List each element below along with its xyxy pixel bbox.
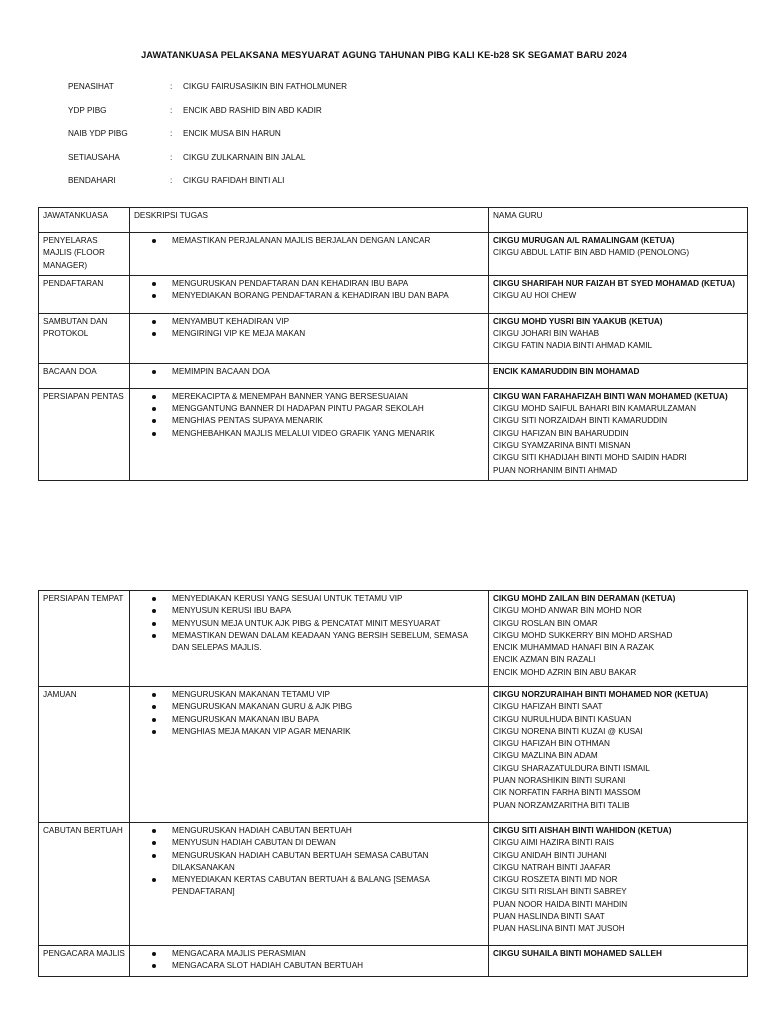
task-item: MENGHIAS PENTAS SUPAYA MENARIK	[152, 415, 484, 427]
teacher-names	[489, 823, 748, 946]
table-row	[39, 823, 748, 946]
task-description	[130, 946, 489, 977]
officer-colon: :	[170, 105, 173, 115]
task-item: MENGURUSKAN MAKANAN TETAMU VIP	[152, 689, 484, 701]
committee-member: CIKGU MAZLINA BIN ADAM	[493, 751, 598, 761]
table-row	[39, 388, 748, 480]
task-description	[130, 313, 489, 363]
task-item: MENYUSUN KERUSI IBU BAPA	[152, 605, 484, 617]
committee-leader: CIKGU SHARIFAH NUR FAIZAH BT SYED MOHAMAD (KETUA)	[493, 278, 735, 288]
task-list	[134, 948, 484, 973]
task-item: MENGHIAS MEJA MAKAN VIP AGAR MENARIK	[152, 726, 484, 738]
document-title: JAWATANKUASA PELAKSANA MESYUARAT AGUNG TAHUNAN PIBG KALI KE-b28 SK SEGAMAT BARU 2024	[141, 50, 627, 60]
committee-member: ENCIK AZMAN BIN RAZALI	[493, 655, 596, 665]
task-list	[134, 825, 484, 899]
committee-member: PUAN NORHANIM BINTI AHMAD	[493, 465, 618, 475]
officer-role: NAIB YDP PIBG	[68, 129, 128, 138]
table-row	[39, 591, 748, 687]
committee-member: CIKGU MOHD SUKKERRY BIN MOHD ARSHAD	[493, 630, 673, 640]
committee-member: CIKGU FATIN NADIA BINTI AHMAD KAMIL	[493, 341, 653, 351]
committee-member: CIKGU ROSLAN BIN OMAR	[493, 618, 598, 628]
task-item: MEREKACIPTA & MENEMPAH BANNER YANG BERSESUAIAN	[152, 391, 484, 403]
committee-member: CIKGU MOHD SAIFUL BAHARI BIN KAMARULZAMAN	[493, 404, 697, 414]
committee-member: CIKGU SITI NORZAIDAH BINTI KAMARUDDIN	[493, 416, 668, 426]
task-item: MENYUSUN MEJA UNTUK AJK PIBG & PENCATAT MINIT MESYUARAT	[152, 618, 484, 630]
task-item: MENGIRINGI VIP KE MEJA MAKAN	[152, 328, 484, 340]
table-row	[39, 363, 748, 388]
task-list	[134, 316, 484, 341]
task-description	[130, 233, 489, 276]
officer-colon: :	[170, 129, 173, 138]
teacher-names	[489, 233, 748, 276]
committee-leader: CIKGU SITI AISHAH BINTI WAHIDON (KETUA)	[493, 826, 672, 835]
task-item: MENYEDIAKAN KERUSI YANG SESUAI UNTUK TETAMU VIP	[152, 593, 484, 605]
committee-name: PERSIAPAN PENTAS	[39, 388, 130, 480]
task-item: MEMASTIKAN PERJALANAN MAJLIS BERJALAN DENGAN LANCAR	[152, 235, 484, 247]
committee-leader: CIKGU NORZURAIHAH BINTI MOHAMED NOR (KETUA)	[493, 690, 709, 699]
task-description	[130, 388, 489, 480]
committee-member: CIKGU SYAMZARINA BINTI MISNAN	[493, 441, 631, 451]
committee-member: ENCIK MOHD AZRIN BIN ABU BAKAR	[493, 667, 637, 677]
committee-name: BACAAN DOA	[39, 363, 130, 388]
task-item: MENYEDIAKAN BORANG PENDAFTARAN & KEHADIRAN IBU DAN BAPA	[152, 290, 484, 302]
teacher-names	[489, 313, 748, 363]
task-list	[134, 593, 484, 654]
committee-member: PUAN NOOR HAIDA BINTI MAHDIN	[493, 899, 628, 909]
header-teachers: NAMA GURU	[489, 208, 748, 233]
committee-name: PENDAFTARAN	[39, 275, 130, 313]
task-item: MENGURUSKAN HADIAH CABUTAN BERTUAH	[152, 825, 484, 837]
committee-leader: ENCIK KAMARUDDIN BIN MOHAMAD	[493, 366, 640, 376]
table-row	[39, 313, 748, 363]
task-list	[134, 391, 484, 440]
committee-member: CIKGU NURULHUDA BINTI KASUAN	[493, 714, 632, 724]
table-row	[39, 233, 748, 276]
committee-table-page-1	[38, 207, 748, 481]
committee-member: PUAN NORASHIKIN BINTI SURANI	[493, 776, 626, 786]
committee-member: CIKGU JOHARI BIN WAHAB	[493, 329, 600, 339]
committee-leader: CIKGU WAN FARAHAFIZAH BINTI WAN MOHAMED (KETUA)	[493, 391, 728, 401]
teacher-names	[489, 687, 748, 823]
officer-colon: :	[170, 152, 173, 162]
committee-member: PUAN HASLINA BINTI MAT JUSOH	[493, 924, 625, 934]
committee-member: CIK NORFATIN FARHA BINTI MASSOM	[493, 788, 641, 798]
officer-name: ENCIK MUSA BIN HARUN	[183, 129, 281, 138]
task-list	[134, 366, 484, 378]
header-description: DESKRIPSI TUGAS	[130, 208, 489, 233]
teacher-names	[489, 388, 748, 480]
task-item: MENGURUSKAN MAKANAN GURU & AJK PIBG	[152, 701, 484, 713]
officer-colon: :	[170, 82, 173, 91]
committee-member: CIKGU NATRAH BINTI JAAFAR	[493, 862, 611, 872]
officer-name: CIKGU ZULKARNAIN BIN JALAL	[183, 152, 306, 162]
task-item: MENYAMBUT KEHADIRAN VIP	[152, 316, 484, 328]
task-item: MENGGANTUNG BANNER DI HADAPAN PINTU PAGAR SEKOLAH	[152, 403, 484, 415]
task-description	[130, 363, 489, 388]
committee-table-page-2	[38, 590, 748, 977]
committee-member: ENCIK MUHAMMAD HANAFI BIN A RAZAK	[493, 643, 655, 653]
teacher-names	[489, 946, 748, 977]
committee-name: PENYELARAS MAJLIS (FLOOR MANAGER)	[39, 233, 130, 276]
committee-member: CIKGU HAFIZAN BIN BAHARUDDIN	[493, 428, 629, 438]
task-item: MENGURUSKAN PENDAFTARAN DAN KEHADIRAN IBU BAPA	[152, 278, 484, 290]
committee-name: SAMBUTAN DAN PROTOKOL	[39, 313, 130, 363]
committee-member: CIKGU SHARAZATULDURA BINTI ISMAIL	[493, 763, 650, 773]
task-description	[130, 687, 489, 823]
officer-name: ENCIK ABD RASHID BIN ABD KADIR	[183, 105, 322, 115]
officer-role: PENASIHAT	[68, 82, 114, 91]
officer-name: CIKGU RAFIDAH BINTI ALI	[183, 176, 285, 185]
committee-member: CIKGU AU HOI CHEW	[493, 291, 577, 301]
task-item: MENGHEBAHKAN MAJLIS MELALUI VIDEO GRAFIK YANG MENARIK	[152, 428, 484, 440]
committee-member: PUAN HASLINDA BINTI SAAT	[493, 912, 605, 922]
task-description	[130, 275, 489, 313]
committee-member: CIKGU NORENA BINTI KUZAI @ KUSAI	[493, 726, 643, 736]
task-item: MENGACARA MAJLIS PERASMIAN	[152, 948, 484, 960]
teacher-names	[489, 591, 748, 687]
committee-member: CIKGU SITI KHADIJAH BINTI MOHD SAIDIN HADRI	[493, 453, 687, 463]
officer-role: YDP PIBG	[68, 105, 107, 115]
committee-member: CIKGU HAFIZAH BIN OTHMAN	[493, 739, 610, 749]
committee-name: JAMUAN	[39, 687, 130, 823]
task-list	[134, 278, 484, 303]
table-row	[39, 946, 748, 977]
task-item: MEMIMPIN BACAAN DOA	[152, 366, 484, 378]
committee-leader: CIKGU MOHD ZAILAN BIN DERAMAN (KETUA)	[493, 594, 676, 603]
committee-member: CIKGU ANIDAH BINTI JUHANI	[493, 850, 607, 860]
committee-member: CIKGU ABDUL LATIF BIN ABD HAMID (PENOLONG)	[493, 248, 690, 258]
committee-name: PENGACARA MAJLIS	[39, 946, 130, 977]
task-description	[130, 591, 489, 687]
task-list	[134, 235, 484, 247]
teacher-names	[489, 275, 748, 313]
committee-leader: CIKGU MOHD YUSRI BIN YAAKUB (KETUA)	[493, 316, 663, 326]
committee-member: PUAN NORZAMZARITHA BITI TALIB	[493, 800, 630, 810]
header-committee: JAWATANKUASA	[39, 208, 130, 233]
task-description	[130, 823, 489, 946]
committee-leader: CIKGU SUHAILA BINTI MOHAMED SALLEH	[493, 949, 662, 958]
task-item: MENYUSUN HADIAH CABUTAN DI DEWAN	[152, 837, 484, 849]
table-header-row	[39, 208, 748, 233]
committee-member: CIKGU SITI RISLAH BINTI SABREY	[493, 887, 627, 897]
task-item: MENGACARA SLOT HADIAH CABUTAN BERTUAH	[152, 960, 484, 972]
committee-member: CIKGU HAFIZAH BINTI SAAT	[493, 702, 603, 712]
table-row	[39, 275, 748, 313]
committee-member: CIKGU MOHD ANWAR BIN MOHD NOR	[493, 606, 642, 616]
committee-member: CIKGU ROSZETA BINTI MD NOR	[493, 875, 618, 885]
committee-name: CABUTAN BERTUAH	[39, 823, 130, 946]
committee-leader: CIKGU MURUGAN A/L RAMALINGAM (KETUA)	[493, 236, 675, 245]
officer-role: SETIAUSAHA	[68, 152, 120, 162]
teacher-names	[489, 363, 748, 388]
task-item: MENYEDIAKAN KERTAS CABUTAN BERTUAH & BALANG [SEMASA PENDAFTARAN]	[152, 874, 484, 899]
officer-role: BENDAHARI	[68, 176, 116, 185]
task-item: MENGURUSKAN MAKANAN IBU BAPA	[152, 714, 484, 726]
task-item: MEMASTIKAN DEWAN DALAM KEADAAN YANG BERSIH SEBELUM, SEMASA DAN SELEPAS MAJLIS.	[152, 630, 484, 655]
officer-colon: :	[170, 176, 173, 185]
task-item: MENGURUSKAN HADIAH CABUTAN BERTUAH SEMASA CABUTAN DILAKSANAKAN	[152, 850, 484, 875]
table-row	[39, 687, 748, 823]
committee-name: PERSIAPAN TEMPAT	[39, 591, 130, 687]
task-list	[134, 689, 484, 738]
committee-member: CIKGU AIMI HAZIRA BINTI RAIS	[493, 838, 615, 848]
officer-name: CIKGU FAIRUSASIKIN BIN FATHOLMUNER	[183, 82, 348, 91]
